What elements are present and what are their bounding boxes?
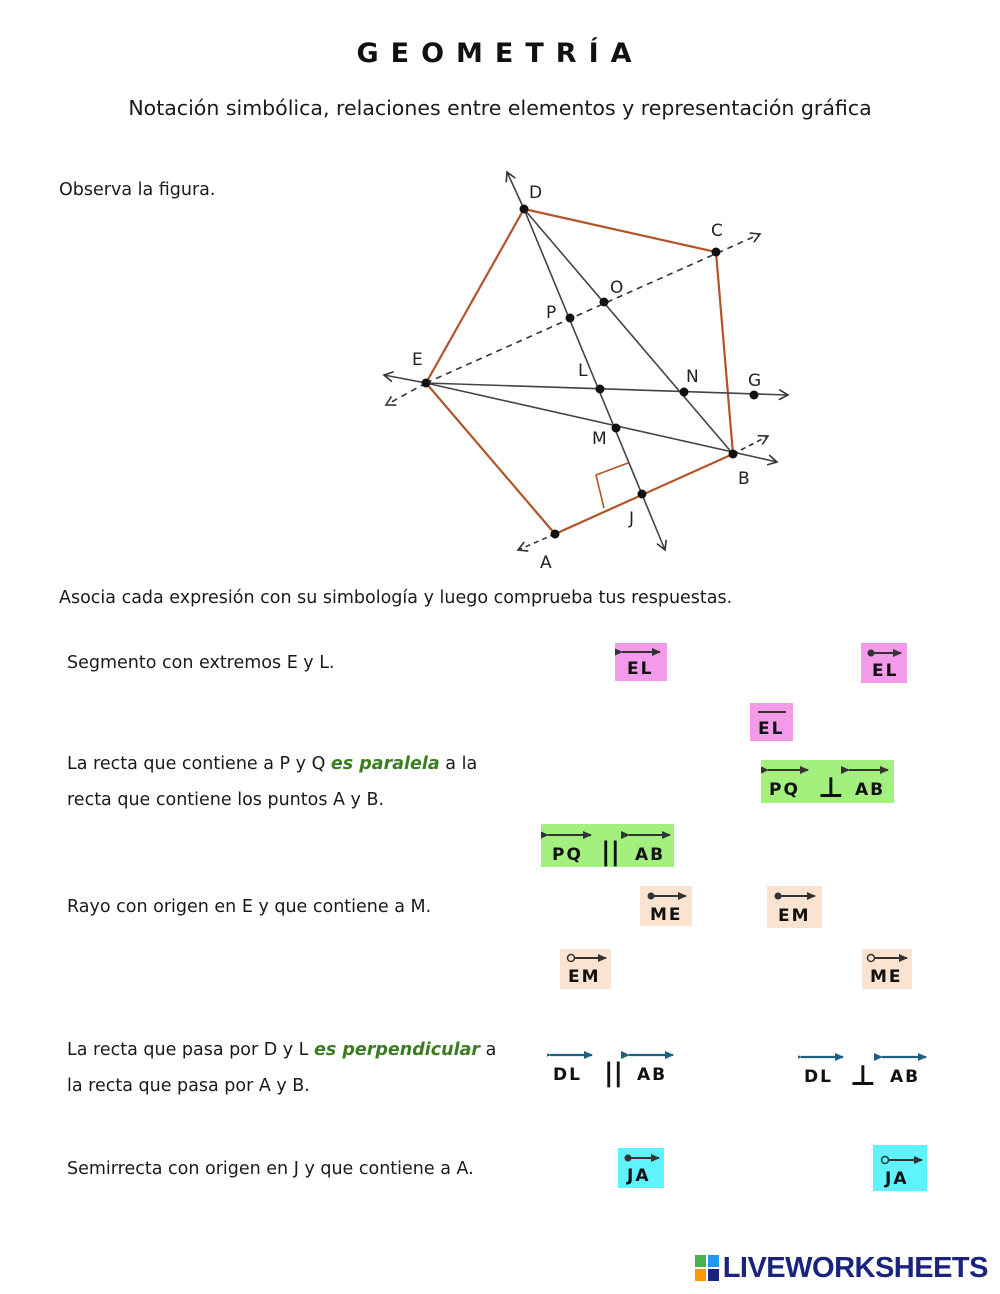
liveworksheets-wordmark: LIVEWORKSHEETS <box>722 1251 988 1284</box>
point-label-c: C <box>711 221 723 241</box>
svg-text:AB: AB <box>637 1065 668 1085</box>
point-label-g: G <box>748 371 762 391</box>
svg-text:⊥: ⊥ <box>818 771 844 803</box>
question-4: La recta que pasa por D y L es perpendicular a la recta que pasa por A y B. <box>67 1040 497 1096</box>
svg-text:JA: JA <box>885 1169 909 1189</box>
question-1: Segmento con extremos E y L. <box>67 653 335 673</box>
svg-text:AB: AB <box>635 845 666 865</box>
point-label-o: O <box>610 278 624 298</box>
point-label-p: P <box>546 303 557 323</box>
liveworksheets-logo[interactable] <box>695 1252 988 1284</box>
point-label-d: D <box>529 183 543 203</box>
line-ec <box>386 383 426 405</box>
option-ja-ray[interactable] <box>618 1148 664 1188</box>
svg-text:EM: EM <box>778 906 811 926</box>
point-label-e: E <box>412 350 423 370</box>
svg-text:⊥: ⊥ <box>850 1059 876 1092</box>
point-label-a: A <box>540 553 552 573</box>
svg-text:DL: DL <box>553 1065 582 1085</box>
option-dl-perp-ab[interactable] <box>798 1048 930 1092</box>
svg-text:ME: ME <box>870 967 903 987</box>
option-me-ray[interactable] <box>640 886 692 926</box>
line-eg <box>426 383 788 395</box>
option-ja-halfline[interactable] <box>873 1145 927 1191</box>
line-ab <box>518 534 555 550</box>
svg-text:AB: AB <box>890 1067 921 1087</box>
point-label-l: L <box>578 361 588 381</box>
option-dl-parallel-ab[interactable] <box>547 1046 677 1090</box>
point-label-m: M <box>592 429 607 449</box>
option-el-segment[interactable] <box>750 703 793 741</box>
option-em-ray[interactable] <box>767 886 822 928</box>
option-el-ray[interactable] <box>861 643 907 683</box>
question-2: La recta que contiene a P y Q es paralela a la recta que contiene los puntos A y B. <box>67 754 478 810</box>
svg-text:||: || <box>604 1058 623 1088</box>
question-5: Semirrecta con origen en J y que contiene a A. <box>67 1159 474 1179</box>
svg-text:||: || <box>601 837 620 867</box>
option-el-line[interactable] <box>615 643 667 681</box>
line-dj <box>524 209 665 550</box>
page-title: GEOMETRÍA <box>356 38 644 69</box>
right-angle-mark <box>596 463 628 508</box>
instructions-text: Asocia cada expresión con su simbología y luego comprueba tus respuestas. <box>59 588 733 608</box>
svg-text:PQ: PQ <box>769 780 800 800</box>
point-label-j: J <box>629 509 635 529</box>
point-label-b: B <box>738 469 750 489</box>
point-label-n: N <box>686 367 699 387</box>
geometry-figure <box>370 160 810 580</box>
question-3: Rayo con origen en E y que contiene a M. <box>67 897 432 917</box>
svg-text:EL: EL <box>872 661 899 681</box>
option-pq-perp-ab[interactable] <box>761 760 894 803</box>
svg-text:JA: JA <box>627 1166 651 1186</box>
svg-text:PQ: PQ <box>552 845 583 865</box>
liveworksheets-icon <box>695 1255 719 1281</box>
figure-points <box>422 205 762 539</box>
svg-text:EL: EL <box>627 659 654 679</box>
option-em-halfline[interactable] <box>560 949 611 989</box>
svg-text:AB: AB <box>855 780 886 800</box>
svg-text:DL: DL <box>804 1067 833 1087</box>
option-me-halfline[interactable] <box>862 949 912 989</box>
observe-label: Observa la figura. <box>59 180 216 200</box>
svg-text:EM: EM <box>568 967 601 987</box>
svg-text:ME: ME <box>650 905 683 925</box>
svg-text:EL: EL <box>758 719 785 739</box>
option-pq-parallel-ab[interactable] <box>541 824 674 867</box>
line-db <box>524 209 733 454</box>
page-subtitle: Notación simbólica, relaciones entre elementos y representación gráfica <box>128 96 872 120</box>
